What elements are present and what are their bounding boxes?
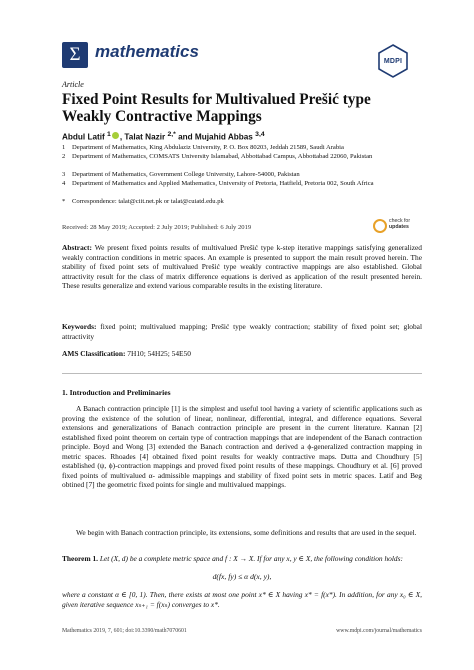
theorem-text: Let (X, d) be a complete metric space and f : X → X. If for any x, y ∈ X, the following condition holds:	[98, 554, 403, 563]
author-nazir[interactable]: , Talat Nazir	[119, 132, 168, 142]
affiliation	[62, 153, 422, 161]
affiliation-text: Department of Mathematics, King Abdulaziz University, P. O. Box 80203, Jeddah 21589, Saudi Arabia	[72, 144, 344, 151]
affiliation	[62, 171, 422, 179]
abstract-text: We present fixed points results of multivalued Prešić type k-step iterative mappings satisfying generalized weakly contraction conditions in metric spaces. An example is presented to support the main result proved herein. The stability of fixed point sets of multivalued Prešić type weakly contractive mappings are also established. Global attractivity result for the class of matrix difference equations is derived as application of the result presented herein. These results generalize and extend various comparable results in the existing literature.	[62, 243, 422, 291]
check-updates-link[interactable]	[389, 218, 410, 230]
journal-name: mathematics	[95, 42, 199, 61]
divider	[62, 373, 422, 374]
section-heading: 1. Introduction and Preliminaries	[62, 388, 171, 397]
ams-text: 7H10; 54H25; 54E50	[125, 349, 191, 358]
theorem-equation: d(fx, fy) ≤ α d(x, y),	[212, 572, 272, 581]
keywords-label: Keywords:	[62, 322, 97, 331]
keywords	[62, 322, 422, 341]
affiliation-number: 1	[62, 144, 66, 151]
publisher-name: MDPI	[383, 58, 403, 65]
affiliation-text: Department of Mathematics and Applied Mathematics, University of Pretoria, Hatfield, Pretoria 002, South Africa	[72, 180, 374, 187]
intro-paragraph: A Banach contraction principle [1] is the simplest and useful tool having a variety of scientific applications such as proving the existence of the solution of linear, nonlinear, differential, integral, and difference equations. Several extensions and generalizations of Banach contraction principle are present in the current literature. Kannan [2] established fixed point theorem on certain type of contraction mappings that are independent of the Banach contraction principle. Boyd and Wong [3] extended the Banach contraction and derived a ϕ-generalized contraction mapping in metric spaces. Rhoades [4] obtained fixed point results for weakly contractive maps. Dutta and Choudhury [5] established (ψ, ϕ)-contraction mappings and proved fixed point results of these mappings. Choudhury et al. [6] proved fixed points of multivalued α- admissible mappings and stability of fixed point sets in metric spaces. Latif and Beg obtined [7] the geometric fixed points for single and multivalued mappings.	[62, 404, 422, 490]
affiliation-number: 3	[62, 171, 66, 178]
affiliation-number: 2	[62, 153, 66, 160]
correspondence-text[interactable]: Correspondence: talat@ciit.net.pk or talat@cuiatd.edu.pk	[72, 198, 224, 205]
paper-title: Fixed Point Results for Multivalued Prešić type Weakly Contractive Mappings	[62, 91, 371, 125]
check-updates-line: updates	[389, 224, 409, 230]
affiliation	[62, 180, 422, 188]
keywords-text: fixed point; multivalued mapping; Prešić type weakly contraction; stability of fixed point set; global attractivity	[62, 322, 422, 341]
ams-classification	[62, 349, 422, 359]
check-updates-icon[interactable]	[373, 219, 387, 233]
author-list	[62, 131, 265, 142]
affiliation-number: *	[62, 198, 66, 205]
ams-label: AMS Classification:	[62, 349, 126, 358]
intro-paragraph: We begin with Banach contraction principle, its extensions, some definitions and results that are used in the sequel.	[76, 528, 417, 537]
correspondence	[62, 198, 422, 206]
orcid-icon[interactable]	[112, 132, 119, 139]
author-latif[interactable]: Abdul Latif	[62, 132, 108, 142]
journal-logo: Σ	[62, 42, 88, 68]
affiliation	[62, 144, 422, 152]
publication-dates: Received: 28 May 2019; Accepted: 2 July 2019; Published: 6 July 2019	[62, 224, 252, 231]
theorem-statement	[62, 554, 422, 564]
author-sup: 1	[107, 131, 111, 138]
affiliation-number: 4	[62, 180, 66, 187]
journal-url[interactable]: www.mdpi.com/journal/mathematics	[336, 628, 422, 634]
author-sup: 2,*	[167, 131, 176, 138]
theorem-conclusion: where a constant α ∈ [0, 1). Then, there exists at most one point x* ∈ X having x* = f(x*). In addition, for any x₀ ∈ X, given iterative sequence xₙ₊₁ = f(xₙ) converges to x*.	[62, 590, 422, 609]
citation-footer: Mathematics 2019, 7, 601; doi:10.3390/math7070601	[62, 628, 187, 634]
theorem-label: Theorem 1.	[62, 554, 98, 563]
affiliation-text: Department of Mathematics, Government College University, Lahore-54000, Pakistan	[72, 171, 300, 178]
author-abbas[interactable]: and Mujahid Abbas	[175, 132, 256, 142]
article-type: Article	[62, 80, 84, 89]
check-updates-line: check for	[389, 218, 411, 224]
abstract-label: Abstract:	[62, 243, 92, 252]
abstract	[62, 243, 422, 291]
author-sup: 3,4	[255, 131, 265, 138]
affiliation-text: Department of Mathematics, COMSATS University Islamabad, Abbottabad Campus, Abbottabad 22060, Pakistan	[72, 153, 373, 160]
